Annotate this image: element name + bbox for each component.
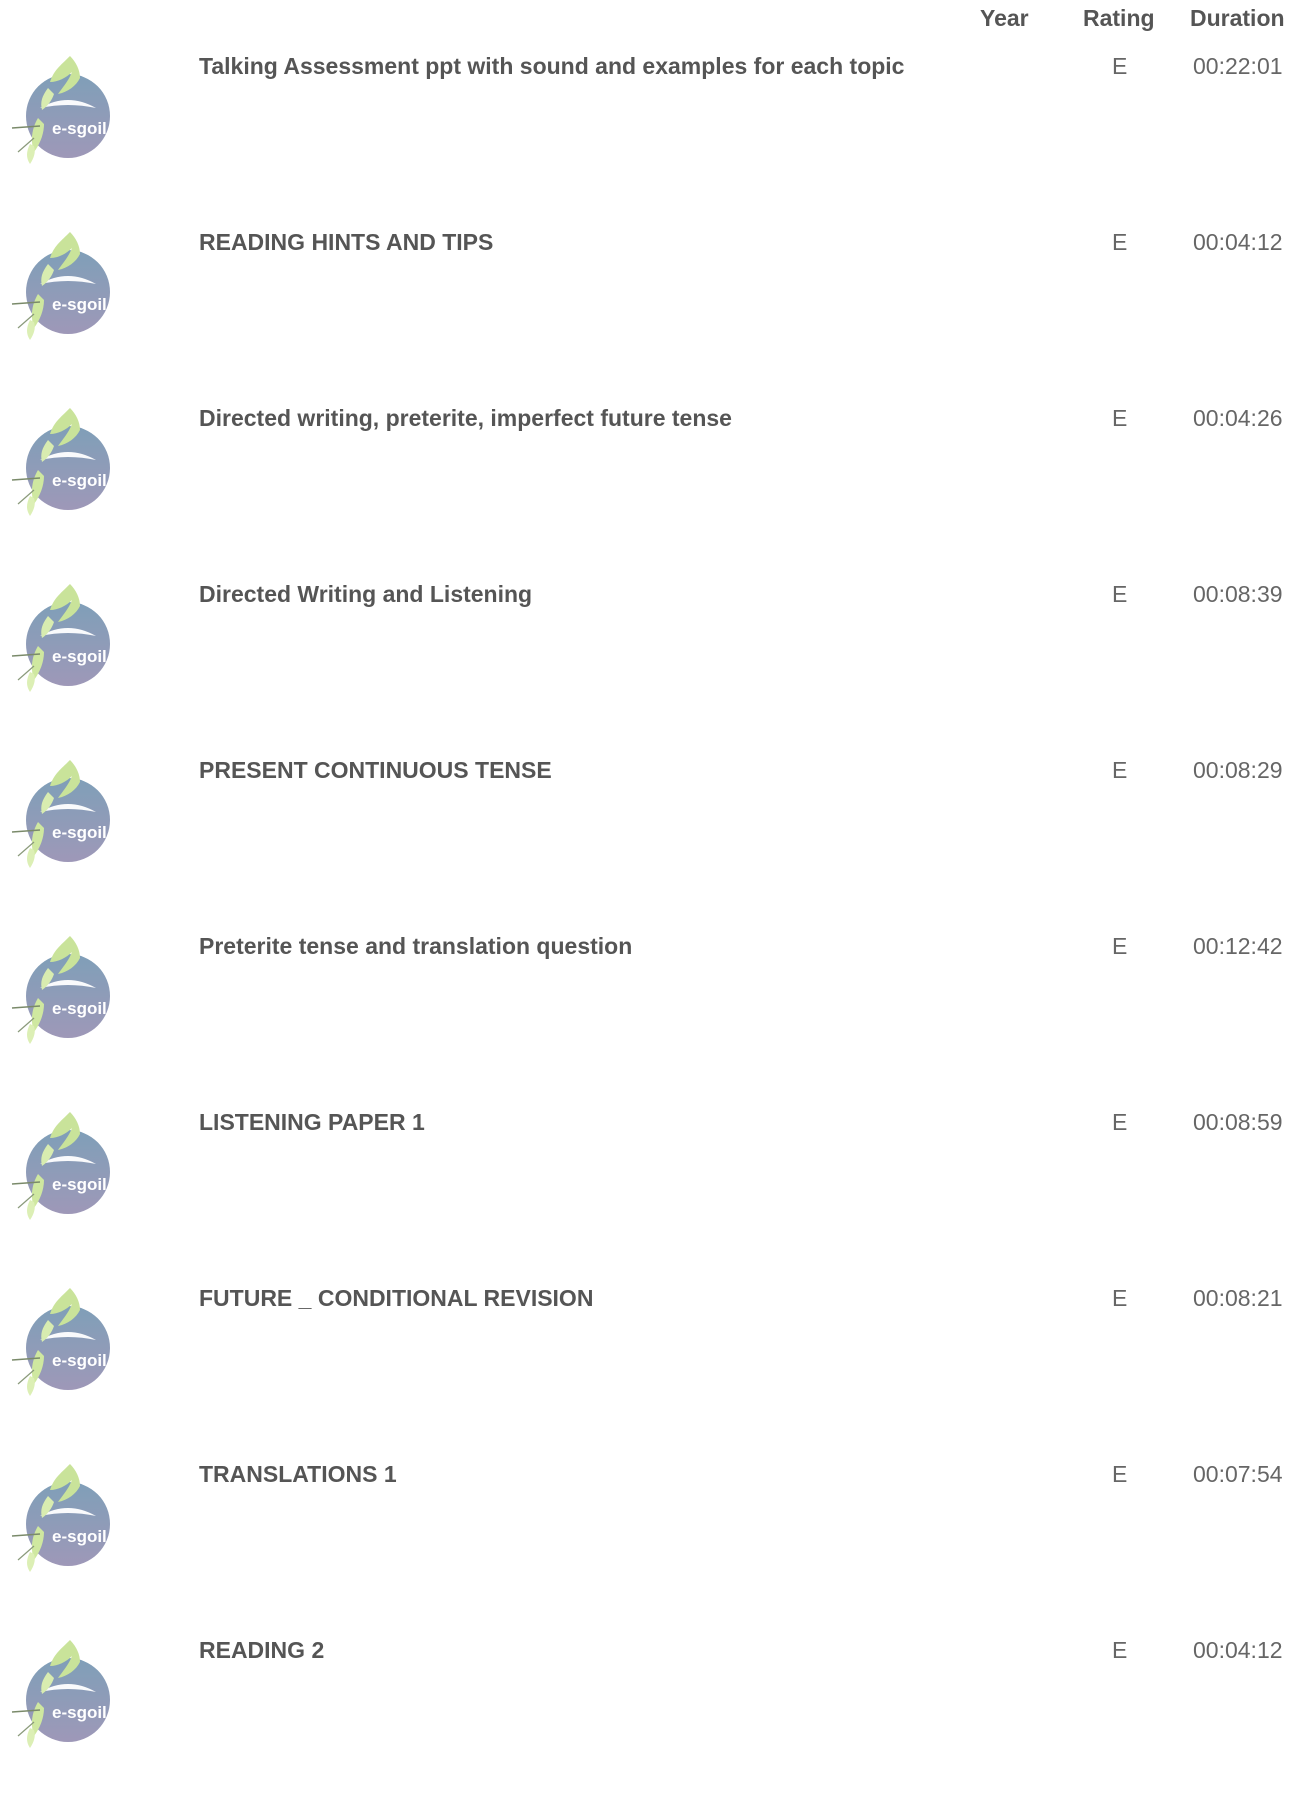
svg-text:e-sgoil: e-sgoil bbox=[52, 999, 107, 1018]
e-sgoil-logo-thumbnail[interactable] bbox=[10, 928, 114, 1046]
svg-text:e-sgoil: e-sgoil bbox=[52, 295, 107, 314]
svg-text:e-sgoil: e-sgoil bbox=[52, 471, 107, 490]
svg-text:e-sgoil: e-sgoil bbox=[52, 1703, 107, 1722]
item-rating: E bbox=[1112, 1109, 1128, 1135]
list-item[interactable] bbox=[0, 210, 1298, 386]
svg-text:e-sgoil: e-sgoil bbox=[52, 1527, 107, 1546]
list-item[interactable] bbox=[0, 1442, 1298, 1618]
list-item[interactable] bbox=[0, 1266, 1298, 1442]
item-rating: E bbox=[1112, 405, 1128, 431]
item-rating: E bbox=[1112, 229, 1128, 255]
e-sgoil-logo-icon bbox=[10, 224, 114, 342]
e-sgoil-logo-thumbnail[interactable] bbox=[10, 1456, 114, 1574]
e-sgoil-logo-thumbnail[interactable] bbox=[10, 1104, 114, 1222]
item-duration: 00:08:29 bbox=[1193, 757, 1283, 783]
item-duration: 00:08:39 bbox=[1193, 581, 1283, 607]
svg-text:e-sgoil: e-sgoil bbox=[52, 1175, 107, 1194]
item-rating: E bbox=[1112, 1461, 1128, 1487]
e-sgoil-logo-icon bbox=[10, 576, 114, 694]
e-sgoil-logo-thumbnail[interactable] bbox=[10, 752, 114, 870]
e-sgoil-logo-icon bbox=[10, 752, 114, 870]
e-sgoil-logo-thumbnail[interactable] bbox=[10, 1280, 114, 1398]
item-duration: 00:12:42 bbox=[1193, 933, 1283, 959]
item-title-link[interactable]: PRESENT CONTINUOUS TENSE bbox=[199, 757, 552, 783]
column-header-year[interactable]: Year bbox=[980, 5, 1029, 31]
e-sgoil-logo-icon bbox=[10, 1280, 114, 1398]
list-item[interactable] bbox=[0, 1090, 1298, 1266]
e-sgoil-logo-thumbnail[interactable] bbox=[10, 1632, 114, 1750]
list-item[interactable] bbox=[0, 738, 1298, 914]
item-title-link[interactable]: Talking Assessment ppt with sound and examples for each topic bbox=[199, 53, 905, 79]
e-sgoil-logo-icon bbox=[10, 48, 114, 166]
item-rating: E bbox=[1112, 933, 1128, 959]
e-sgoil-logo-icon bbox=[10, 1456, 114, 1574]
svg-text:e-sgoil: e-sgoil bbox=[52, 647, 107, 666]
list-item[interactable] bbox=[0, 386, 1298, 562]
item-duration: 00:07:54 bbox=[1193, 1461, 1283, 1487]
item-duration: 00:04:12 bbox=[1193, 1637, 1283, 1663]
item-title-link[interactable]: READING 2 bbox=[199, 1637, 325, 1663]
item-title-link[interactable]: TRANSLATIONS 1 bbox=[199, 1461, 397, 1487]
list-item[interactable] bbox=[0, 914, 1298, 1090]
e-sgoil-logo-icon bbox=[10, 400, 114, 518]
item-rating: E bbox=[1112, 1637, 1128, 1663]
list-item[interactable] bbox=[0, 1618, 1298, 1794]
svg-text:e-sgoil: e-sgoil bbox=[52, 823, 107, 842]
item-duration: 00:08:59 bbox=[1193, 1109, 1283, 1135]
column-header-rating[interactable]: Rating bbox=[1083, 5, 1155, 31]
item-rating: E bbox=[1112, 53, 1128, 79]
item-rating: E bbox=[1112, 757, 1128, 783]
item-title-link[interactable]: Directed writing, preterite, imperfect future tense bbox=[199, 405, 732, 431]
item-title-link[interactable]: Directed Writing and Listening bbox=[199, 581, 533, 607]
list-item[interactable] bbox=[0, 562, 1298, 738]
e-sgoil-logo-thumbnail[interactable] bbox=[10, 224, 114, 342]
list-item[interactable] bbox=[0, 34, 1298, 210]
item-duration: 00:04:26 bbox=[1193, 405, 1283, 431]
item-duration: 00:22:01 bbox=[1193, 53, 1283, 79]
item-rating: E bbox=[1112, 1285, 1128, 1311]
e-sgoil-logo-icon bbox=[10, 928, 114, 1046]
item-duration: 00:04:12 bbox=[1193, 229, 1283, 255]
item-title-link[interactable]: Preterite tense and translation question bbox=[199, 933, 633, 959]
video-list bbox=[0, 34, 1298, 1794]
svg-text:e-sgoil: e-sgoil bbox=[52, 119, 107, 138]
e-sgoil-logo-thumbnail[interactable] bbox=[10, 400, 114, 518]
item-duration: 00:08:21 bbox=[1193, 1285, 1283, 1311]
list-header bbox=[0, 0, 1298, 34]
item-rating: E bbox=[1112, 581, 1128, 607]
e-sgoil-logo-icon bbox=[10, 1104, 114, 1222]
e-sgoil-logo-icon bbox=[10, 1632, 114, 1750]
e-sgoil-logo-thumbnail[interactable] bbox=[10, 576, 114, 694]
item-title-link[interactable]: FUTURE _ CONDITIONAL REVISION bbox=[199, 1285, 594, 1311]
item-title-link[interactable]: READING HINTS AND TIPS bbox=[199, 229, 494, 255]
item-title-link[interactable]: LISTENING PAPER 1 bbox=[199, 1109, 425, 1135]
column-header-duration[interactable]: Duration bbox=[1190, 5, 1285, 31]
svg-text:e-sgoil: e-sgoil bbox=[52, 1351, 107, 1370]
e-sgoil-logo-thumbnail[interactable] bbox=[10, 48, 114, 166]
